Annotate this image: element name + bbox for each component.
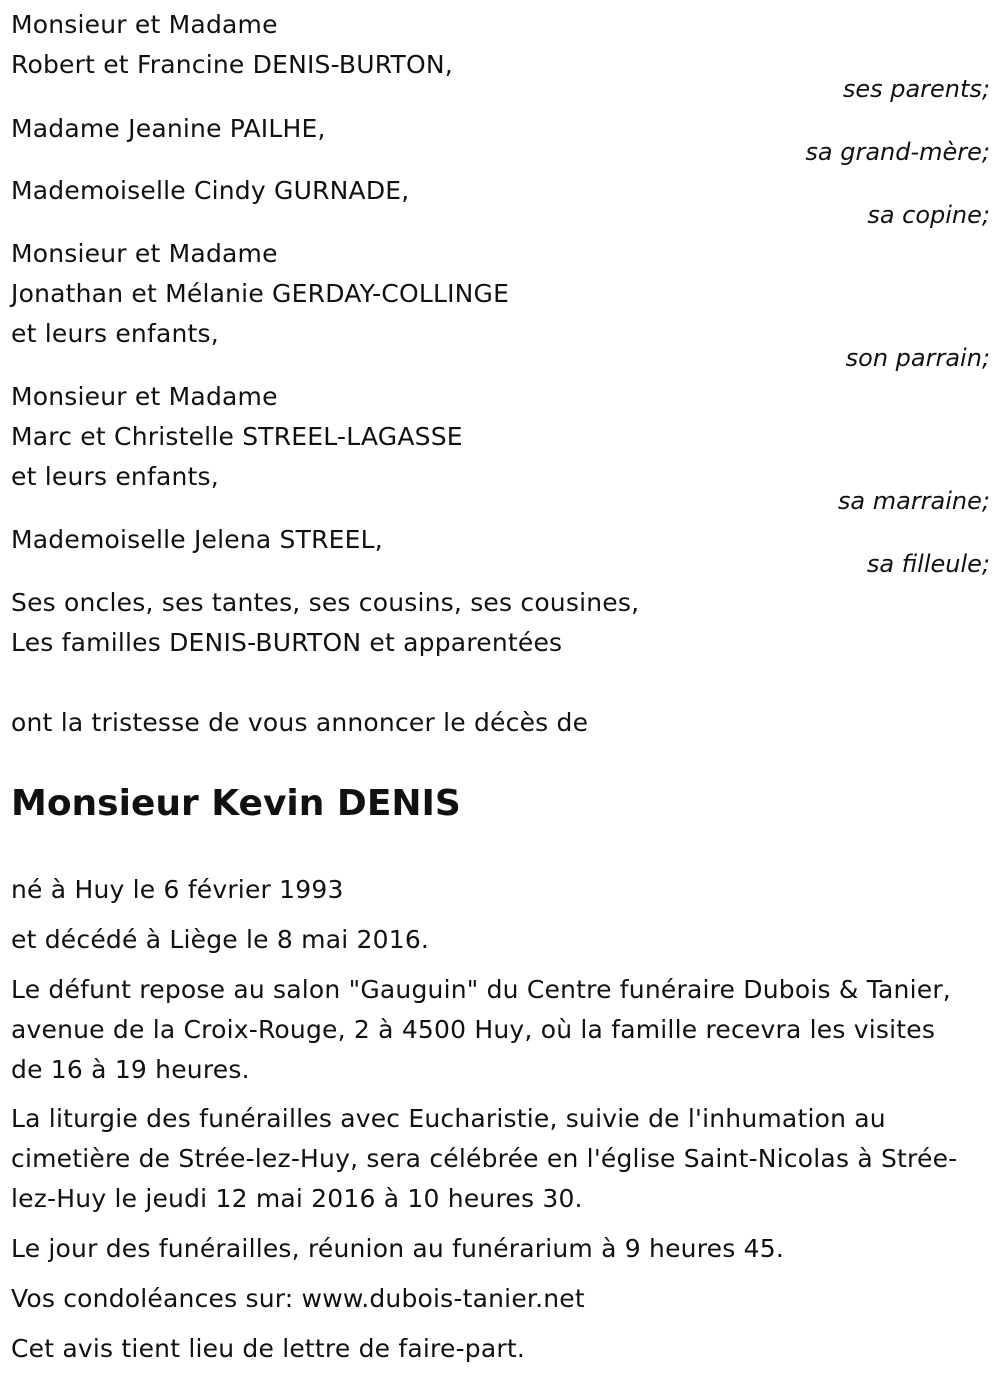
family-line: Madame Jeanine PAILHE, (11, 114, 326, 143)
extended-family-line: Ses oncles, ses tantes, ses cousins, ses cousines, (11, 588, 640, 617)
relation-label: sa copine; (867, 201, 990, 229)
extended-family-line: Les familles DENIS-BURTON et apparentées (11, 628, 563, 657)
liturgy-line: cimetière de Strée-lez-Huy, sera célébrée en l'église Saint-Nicolas à Strée- (11, 1144, 958, 1173)
liturgy-line: lez-Huy le jeudi 12 mai 2016 à 10 heures 30. (11, 1184, 583, 1213)
family-line: Mademoiselle Cindy GURNADE, (11, 176, 410, 205)
death-line: et décédé à Liège le 8 mai 2016. (11, 925, 430, 954)
meeting-line: Le jour des funérailles, réunion au funérarium à 9 heures 45. (11, 1234, 784, 1263)
condolences-line: Vos condoléances sur: www.dubois-tanier.net (11, 1284, 585, 1313)
relation-label: sa filleule; (866, 550, 990, 578)
relation-label: sa marraine; (837, 487, 990, 515)
relation-label: son parrain; (845, 344, 990, 372)
family-line: Robert et Francine DENIS-BURTON, (11, 50, 453, 79)
family-line: Monsieur et Madame (11, 239, 278, 268)
liturgy-line: La liturgie des funérailles avec Eucharistie, suivie de l'inhumation au (11, 1104, 886, 1133)
relation-label: sa grand-mère; (805, 138, 990, 166)
family-line: Jonathan et Mélanie GERDAY-COLLINGE (11, 279, 510, 308)
visitation-line: Le défunt repose au salon "Gauguin" du Centre funéraire Dubois & Tanier, (11, 975, 951, 1004)
visitation-line: avenue de la Croix-Rouge, 2 à 4500 Huy, où la famille recevra les visites (11, 1015, 936, 1044)
family-line: et leurs enfants, (11, 462, 219, 491)
family-line: Monsieur et Madame (11, 10, 278, 39)
family-line: et leurs enfants, (11, 319, 219, 348)
family-line: Mademoiselle Jelena STREEL, (11, 525, 383, 554)
family-line: Monsieur et Madame (11, 382, 278, 411)
family-line: Marc et Christelle STREEL-LAGASSE (11, 422, 463, 451)
closing-line: Cet avis tient lieu de lettre de faire-part. (11, 1334, 526, 1363)
announcement-text: ont la tristesse de vous annoncer le décès de (11, 708, 589, 737)
birth-line: né à Huy le 6 février 1993 (11, 875, 344, 904)
relation-label: ses parents; (842, 75, 990, 103)
deceased-name: Monsieur Kevin DENIS (11, 783, 461, 824)
visitation-line: de 16 à 19 heures. (11, 1055, 250, 1084)
